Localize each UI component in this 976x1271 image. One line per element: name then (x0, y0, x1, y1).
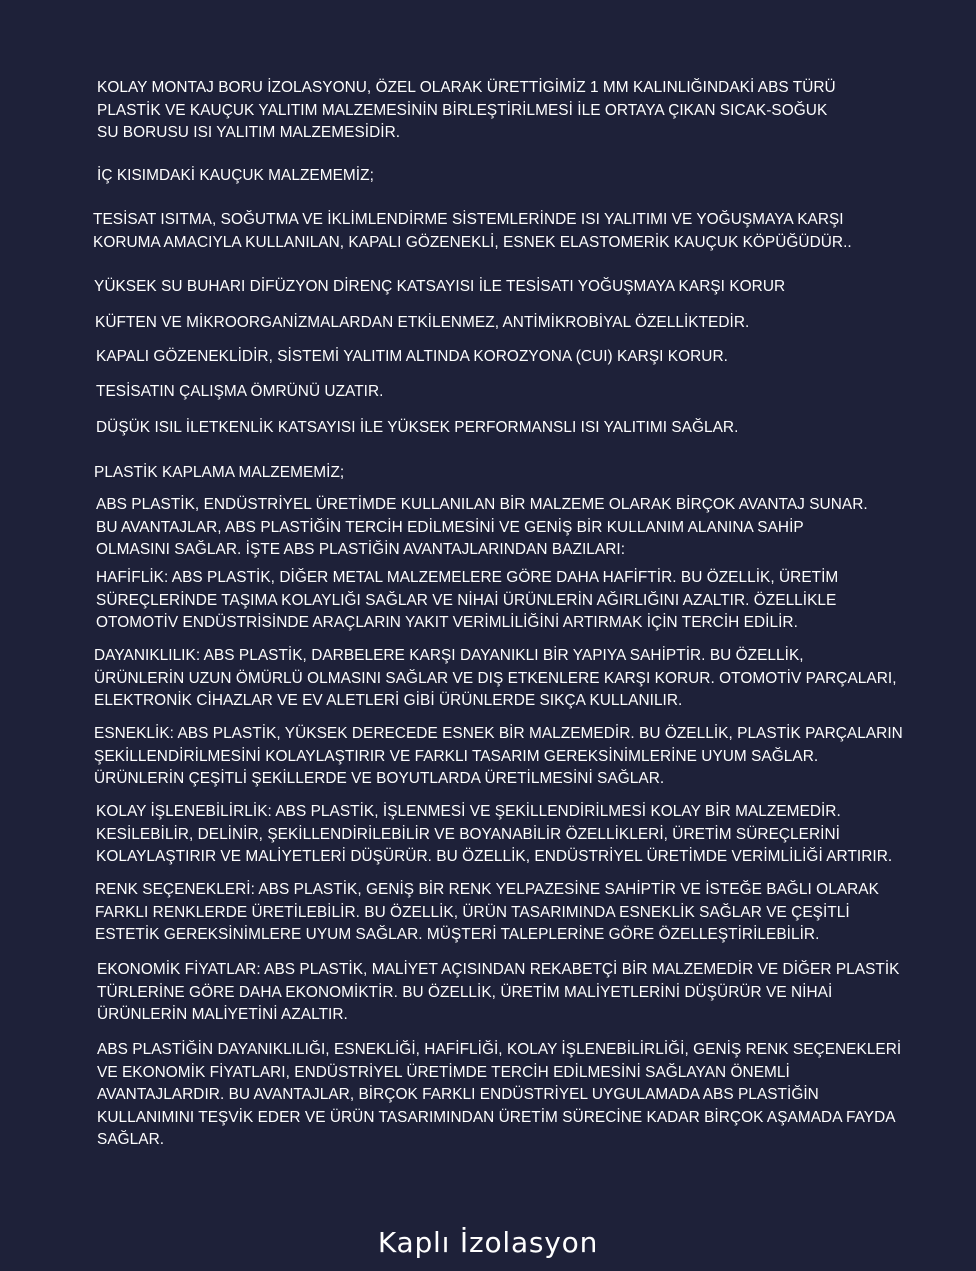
rubber-feature-vapor: YÜKSEK SU BUHARI DİFÜZYON DİRENÇ KATSAYISI İLE TESİSATI YOĞUŞMAYA KARŞI KORUR (94, 278, 786, 295)
abs-intro-paragraph: ABS PLASTİK, ENDÜSTRİYEL ÜRETİMDE KULLANILAN BİR MALZEME OLARAK BİRÇOK AVANTAJ SUNAR. BU AVANTAJLAR, ABS PLASTİĞİN TERCİH EDİLMESİNİ VE GENİŞ BİR KULLANIM ALANINA SAHİP OLMASINI SAĞLAR. İŞTE ABS PLASTİĞİN AVANTAJLARINDAN BAZILARI: (96, 496, 868, 558)
abs-conclusion-paragraph: ABS PLASTİĞİN DAYANIKLILIĞI, ESNEKLİĞİ, HAFİFLİĞİ, KOLAY İŞLENEBİLİRLİĞİ, GENİŞ RENK SEÇENEKLERİ VE EKONOMİK FİYATLARI, ENDÜSTRİYEL ÜRETİMDE TERCİH EDİLMESİNİ SAĞLAYAN ÖNEMLİ AVANTAJLARDIR. BU AVANTAJLAR, BİRÇOK FARKLI ENDÜSTRİYEL UYGULAMADA ABS PLASTİĞİN KULLANIMINI TEŞVİK EDER VE ÜRÜN TASARIMINDAN ÜRETİM SÜRECİNE KADAR BİRÇOK AŞAMADA FAYDA SAĞLAR. (97, 1041, 902, 1148)
rubber-feature-lifetime: TESİSATIN ÇALIŞMA ÖMRÜNÜ UZATIR. (96, 383, 384, 400)
abs-flexibility-paragraph: ESNEKLİK: ABS PLASTİK, YÜKSEK DERECEDE ESNEK BİR MALZEMEDİR. BU ÖZELLİK, PLASTİK PARÇALARIN ŞEKİLLENDİRİLMESİNİ KOLAYLAŞTIRIR VE FARKLI TASARIM GEREKSİNİMLERİNE UYUM SAĞLAR. ÜRÜNLERİN ÇEŞİTLİ ŞEKİLLERDE VE BOYUTLARDA ÜRETİLMESİNİ SAĞLAR. (94, 725, 903, 787)
abs-machinability-paragraph: KOLAY İŞLENEBİLİRLİK: ABS PLASTİK, İŞLENMESİ VE ŞEKİLLENDİRİLMESİ KOLAY BİR MALZEMEDİR. KESİLEBİLİR, DELİNİR, ŞEKİLLENDİRİLEBİLİR VE BOYANABİLİR ÖZELLİKLERİ, ÜRETİM SÜREÇLERİNİ KOLAYLAŞTIRIR VE MALİYETLERİ DÜŞÜRÜR. BU ÖZELLİK, ENDÜSTRİYEL ÜRETİMDE VERİMLİLİĞİ ARTIRIR. (96, 803, 893, 865)
intro-paragraph: KOLAY MONTAJ BORU İZOLASYONU, ÖZEL OLARAK ÜRETTİGİMİZ 1 MM KALINLIĞINDAKİ ABS TÜRÜ PLASTİK VE KAUÇUK YALITIM MALZEMESİNİN BİRLEŞTİRİLMESİ İLE ORTAYA ÇIKAN SICAK-SOĞUK SU BORUSU ISI YALITIM MALZEMESİDİR. (97, 79, 836, 141)
rubber-feature-conductivity: DÜŞÜK ISIL İLETKENLİK KATSAYISI İLE YÜKSEK PERFORMANSLI ISI YALITIMI SAĞLAR. (96, 419, 739, 436)
rubber-feature-antimicrobial: KÜFTEN VE MİKROORGANİZMALARDAN ETKİLENMEZ, ANTİMİKROBİYAL ÖZELLİKTEDİR. (95, 314, 750, 331)
abs-economic-prices-paragraph: EKONOMİK FİYATLAR: ABS PLASTİK, MALİYET AÇISINDAN REKABETÇİ BİR MALZEMEDİR VE DİĞER PLASTİK TÜRLERİNE GÖRE DAHA EKONOMİKTİR. BU ÖZELLİK, ÜRETİM MALİYETLERİNİ DÜŞÜRÜR VE NİHAİ ÜRÜNLERİN MALİYETİNİ AZALTIR. (97, 961, 900, 1023)
plastic-material-heading: PLASTİK KAPLAMA MALZEMEMİZ; (94, 464, 345, 481)
rubber-feature-corrosion: KAPALI GÖZENEKLİDİR, SİSTEMİ YALITIM ALTINDA KOROZYONA (CUI) KARŞI KORUR. (96, 348, 728, 365)
rubber-material-heading: İÇ KISIMDAKİ KAUÇUK MALZEMEMİZ; (97, 167, 374, 184)
abs-durability-paragraph: DAYANIKLILIK: ABS PLASTİK, DARBELERE KARŞI DAYANIKLI BİR YAPIYA SAHİPTİR. BU ÖZELLİK, ÜRÜNLERİN UZUN ÖMÜRLÜ OLMASINI SAĞLAR VE DIŞ ETKENLERE KARŞI KORUR. OTOMOTİV PARÇALARI, ELEKTRONİK CİHAZLAR VE EV ALETLERİ GİBİ ÜRÜNLERDE SIKÇA KULLANILIR. (94, 647, 897, 709)
brand-footer: Kaplı İzolasyon (377, 1226, 599, 1259)
rubber-description-paragraph: TESİSAT ISITMA, SOĞUTMA VE İKLİMLENDİRME SİSTEMLERİNDE ISI YALITIMI VE YOĞUŞMAYA KARŞI KORUMA AMACIYLA KULLANILAN, KAPALI GÖZENEKLİ, ESNEK ELASTOMERİK KAUÇUK KÖPÜĞÜDÜR.. (93, 211, 852, 251)
abs-color-options-paragraph: RENK SEÇENEKLERİ: ABS PLASTİK, GENİŞ BİR RENK YELPAZESİNE SAHİPTİR VE İSTEĞE BAĞLI OLARAK FARKLI RENKLERDE ÜRETİLEBİLİR. BU ÖZELLİK, ÜRÜN TASARIMINDA ESNEKLİK SAĞLAR VE ÇEŞİTLİ ESTETİK GEREKSİNİMLERE UYUM SAĞLAR. MÜŞTERİ TALEPLERİNE GÖRE ÖZELLEŞTİRİLEBİLİR. (95, 881, 879, 943)
abs-lightness-paragraph: HAFİFLİK: ABS PLASTİK, DİĞER METAL MALZEMELERE GÖRE DAHA HAFİFTİR. BU ÖZELLİK, ÜRETİM SÜREÇLERİNDE TAŞIMA KOLAYLIĞI SAĞLAR VE NİHAİ ÜRÜNLERİN AĞIRLIĞINI AZALTIR. ÖZELLİKLE OTOMOTİV ENDÜSTRİSİNDE ARAÇLARIN YAKIT VERİMLİLİĞİNİ ARTIRMAK İÇİN TERCİH EDİLİR. (96, 569, 839, 631)
